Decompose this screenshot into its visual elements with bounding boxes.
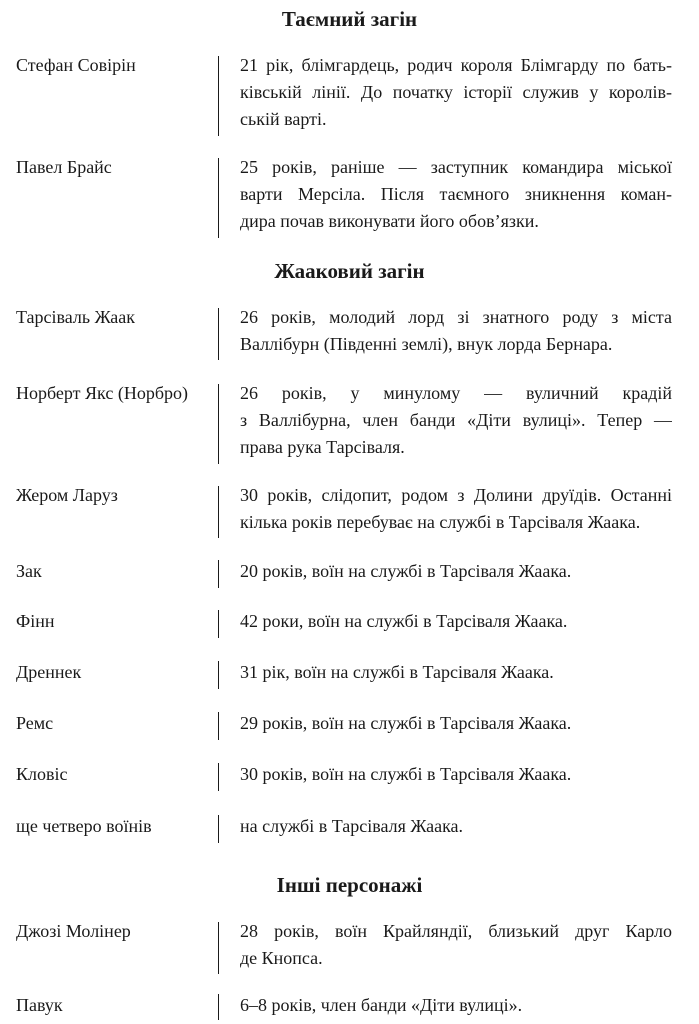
description-line: на службі в Тарсіваля Жаака.: [240, 816, 464, 836]
description-line: 30 років, воїн на службі в Тарсіваля Жаака.: [240, 764, 572, 784]
character-description: [240, 482, 672, 536]
description-line: 28 років, воїн Крайляндії, близький друг Карло: [240, 921, 672, 941]
character-description: [240, 659, 672, 686]
column-divider: [218, 763, 219, 791]
description-line: 26 років, у минулому — вуличний крадій: [240, 383, 672, 403]
character-name: Стефан Совірін: [16, 55, 136, 75]
description-line: 26 років, молодий лорд зі знатного роду з міста: [240, 307, 672, 327]
description-line: дира почав виконувати його обов’язки.: [240, 211, 539, 231]
character-name: Кловіс: [16, 764, 68, 784]
character-name: Тарсіваль Жаак: [16, 307, 136, 327]
column-divider: [218, 56, 219, 136]
character-name: Норберт Якс (Норбро): [16, 383, 188, 403]
character-name: ще четверо воїнів: [16, 816, 152, 836]
column-divider: [218, 158, 219, 238]
character-description: [240, 608, 672, 635]
description-line: 42 роки, воїн на службі в Тарсіваля Жаака.: [240, 611, 568, 631]
description-line: 20 років, воїн на службі в Тарсіваля Жаака.: [240, 561, 572, 581]
description-line: кілька років перебуває на службі в Тарсіваля Жаака.: [240, 512, 641, 532]
column-divider: [218, 994, 219, 1020]
character-name: Фінн: [16, 611, 55, 631]
character-description: [240, 761, 672, 788]
column-divider: [218, 922, 219, 974]
character-name: Жером Ларуз: [16, 485, 118, 505]
character-name: Ремс: [16, 713, 54, 733]
description-line: варти Мерсіла. Після таємного зникнення коман-: [240, 184, 672, 204]
description-line: ківській лінії. До початку історії служив у королів-: [240, 82, 672, 102]
character-name: Джозі Молінер: [16, 921, 131, 941]
character-name: Павел Брайс: [16, 157, 112, 177]
column-divider: [218, 610, 219, 638]
description-line: 31 рік, воїн на службі в Тарсіваля Жаака.: [240, 662, 554, 682]
character-description: [240, 813, 672, 840]
character-name: Дреннек: [16, 662, 82, 682]
section-title-jaak-squad: Жааковий загін: [274, 259, 425, 283]
column-divider: [218, 712, 219, 740]
character-description: [240, 154, 672, 235]
character-description: [240, 710, 672, 737]
character-name: Павук: [16, 995, 63, 1015]
description-line: 30 років, слідопит, родом з Долини друїдів. Останні: [240, 485, 672, 505]
description-line: 21 рік, блімгардець, родич короля Блімгарду по бать-: [240, 55, 672, 75]
character-description: [240, 52, 672, 133]
description-line: 29 років, воїн на службі в Тарсіваля Жаака.: [240, 713, 572, 733]
character-description: [240, 918, 672, 972]
description-line: права рука Тарсіваля.: [240, 437, 405, 457]
character-description: [240, 304, 672, 358]
description-line: де Кнопса.: [240, 948, 323, 968]
character-name: Зак: [16, 561, 42, 581]
section-title-secret-squad: Таємний загін: [281, 7, 418, 31]
description-line: ській варті.: [240, 109, 327, 129]
column-divider: [218, 384, 219, 464]
description-line: 25 років, раніше — заступник командира міської: [240, 157, 672, 177]
column-divider: [218, 308, 219, 360]
character-description: [240, 380, 672, 461]
character-description: [240, 558, 672, 585]
description-line: 6–8 років, член банди «Діти вулиці».: [240, 995, 523, 1015]
description-line: з Валлібурна, член банди «Діти вулиці». Тепер —: [240, 410, 672, 430]
column-divider: [218, 486, 219, 538]
character-description: [240, 992, 672, 1019]
column-divider: [218, 661, 219, 689]
description-line: Валлібурн (Південні землі), внук лорда Бернара.: [240, 334, 613, 354]
section-title-other-characters: Інші персонажі: [276, 873, 423, 897]
column-divider: [218, 560, 219, 588]
column-divider: [218, 815, 219, 843]
